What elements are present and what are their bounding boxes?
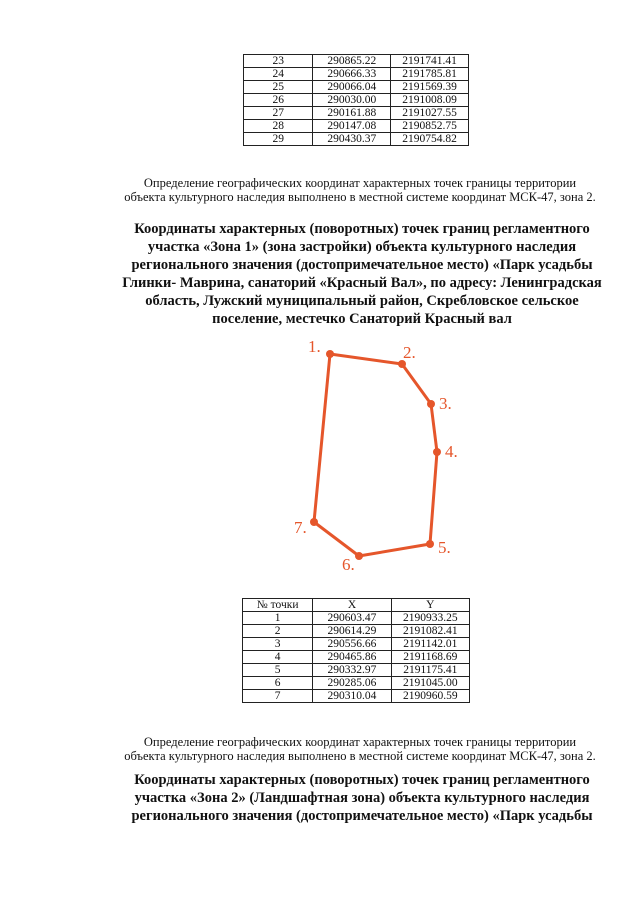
y-cell: 2191175.41	[391, 664, 469, 677]
coordinate-system-note	[100, 735, 620, 763]
x-cell: 290666.33	[313, 68, 391, 81]
table-row	[243, 638, 470, 651]
y-cell: 2191741.41	[391, 55, 469, 68]
boundary-point-1	[326, 350, 334, 358]
column-header-x: X	[313, 599, 391, 612]
zone-2-heading	[100, 771, 624, 825]
point-number-cell: 6	[243, 677, 313, 690]
point-label-3: 3.	[439, 394, 452, 413]
table-row	[244, 120, 469, 133]
zone-1-boundary-diagram	[290, 330, 480, 575]
point-number-cell: 1	[243, 612, 313, 625]
point-number-cell: 3	[243, 638, 313, 651]
boundary-polygon	[314, 354, 437, 556]
table-body	[244, 55, 469, 146]
table-row	[244, 133, 469, 146]
x-cell: 290030.00	[313, 94, 391, 107]
zone-1-heading	[100, 220, 624, 328]
y-cell: 2191008.09	[391, 94, 469, 107]
x-cell: 290066.04	[313, 81, 391, 94]
coordinate-system-note	[100, 176, 620, 204]
x-cell: 290310.04	[313, 690, 391, 703]
point-number-cell: 24	[244, 68, 313, 81]
y-cell: 2191027.55	[391, 107, 469, 120]
table-row	[243, 677, 470, 690]
point-label-4: 4.	[445, 442, 458, 461]
table-row	[244, 81, 469, 94]
note-line: объекта культурного наследия выполнено в местной системе координат МСК-47, зона 2.	[124, 749, 596, 763]
table-row	[243, 690, 470, 703]
x-cell: 290147.08	[313, 120, 391, 133]
table-row	[244, 55, 469, 68]
y-cell: 2190933.25	[391, 612, 469, 625]
y-cell: 2191785.81	[391, 68, 469, 81]
x-cell: 290865.22	[313, 55, 391, 68]
point-number-cell: 5	[243, 664, 313, 677]
boundary-point-7	[310, 518, 318, 526]
coordinates-table-continued	[243, 54, 469, 146]
table-row	[243, 625, 470, 638]
point-number-cell: 27	[244, 107, 313, 120]
y-cell: 2190960.59	[391, 690, 469, 703]
point-label-2: 2.	[403, 343, 416, 362]
point-label-6: 6.	[342, 555, 355, 574]
point-number-cell: 7	[243, 690, 313, 703]
note-line: объекта культурного наследия выполнено в местной системе координат МСК-47, зона 2.	[124, 190, 596, 204]
heading-line: поселение, местечко Санаторий Красный вал	[212, 311, 512, 327]
boundary-point-3	[427, 400, 435, 408]
point-label-1: 1.	[308, 337, 321, 356]
heading-line: регионального значения (достопримечательное место) «Парк усадьбы	[131, 257, 593, 273]
boundary-point-6	[355, 552, 363, 560]
zone-1-coordinates-table	[242, 598, 470, 703]
table-row	[244, 94, 469, 107]
y-cell: 2191168.69	[391, 651, 469, 664]
heading-line: область, Лужский муниципальный район, Скребловское сельское	[145, 293, 579, 309]
x-cell: 290603.47	[313, 612, 391, 625]
table-row	[243, 651, 470, 664]
x-cell: 290465.86	[313, 651, 391, 664]
heading-line: Глинки- Маврина, санаторий «Красный Вал», по адресу: Ленинградская	[122, 275, 602, 291]
point-number-cell: 23	[244, 55, 313, 68]
x-cell: 290556.66	[313, 638, 391, 651]
boundary-point-4	[433, 448, 441, 456]
y-cell: 2191142.01	[391, 638, 469, 651]
y-cell: 2191045.00	[391, 677, 469, 690]
table-row	[243, 664, 470, 677]
x-cell: 290285.06	[313, 677, 391, 690]
point-number-cell: 25	[244, 81, 313, 94]
note-line: Определение географических координат характерных точек границы территории	[143, 176, 577, 190]
note-line: Определение географических координат характерных точек границы территории	[143, 735, 577, 749]
table-body	[243, 612, 470, 703]
y-cell: 2191082.41	[391, 625, 469, 638]
point-number-cell: 26	[244, 94, 313, 107]
point-number-cell: 4	[243, 651, 313, 664]
y-cell: 2190754.82	[391, 133, 469, 146]
point-number-cell: 29	[244, 133, 313, 146]
x-cell: 290614.29	[313, 625, 391, 638]
y-cell: 2191569.39	[391, 81, 469, 94]
heading-line: участка «Зона 2» (Ландшафтная зона) объекта культурного наследия	[134, 790, 590, 806]
heading-line: Координаты характерных (поворотных) точек границ регламентного	[134, 772, 590, 788]
column-header-y: Y	[391, 599, 469, 612]
table-header	[243, 599, 470, 612]
x-cell: 290430.37	[313, 133, 391, 146]
heading-line: участка «Зона 1» (зона застройки) объекта культурного наследия	[147, 239, 577, 255]
table-row	[244, 107, 469, 120]
column-header-point-number: № точки	[243, 599, 313, 612]
point-label-7: 7.	[294, 518, 307, 537]
heading-line: Координаты характерных (поворотных) точек границ регламентного	[134, 221, 590, 237]
point-number-cell: 2	[243, 625, 313, 638]
x-cell: 290161.88	[313, 107, 391, 120]
boundary-point-5	[426, 540, 434, 548]
x-cell: 290332.97	[313, 664, 391, 677]
point-number-cell: 28	[244, 120, 313, 133]
table-row	[243, 612, 470, 625]
heading-line: регионального значения (достопримечательное место) «Парк усадьбы	[131, 808, 593, 824]
table-row	[244, 68, 469, 81]
y-cell: 2190852.75	[391, 120, 469, 133]
header-row	[243, 599, 470, 612]
point-label-5: 5.	[438, 538, 451, 557]
